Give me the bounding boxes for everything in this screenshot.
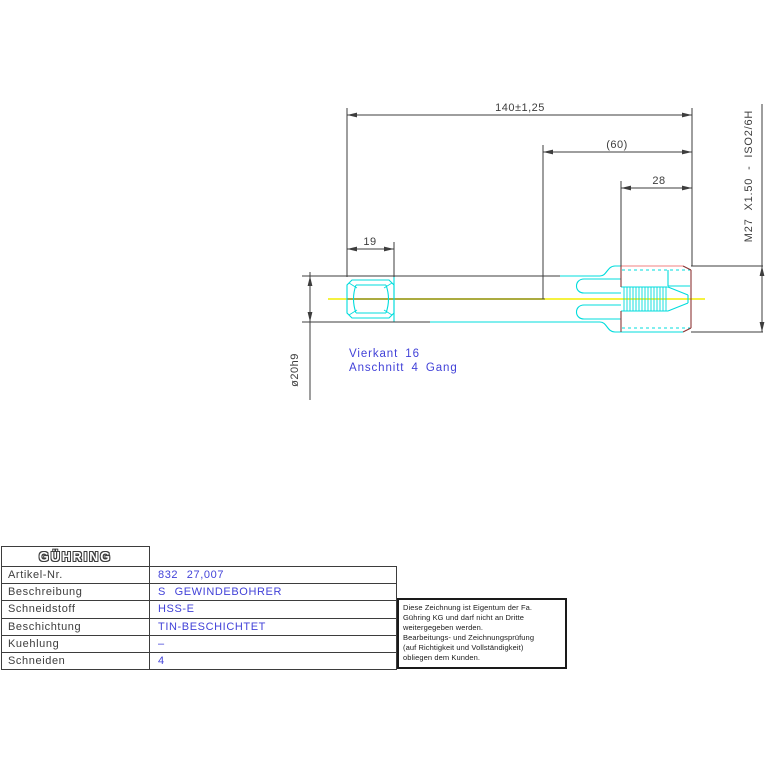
- notice-line: weitergegeben werden.: [403, 622, 484, 632]
- row-value: TIN-BESCHICHTET: [158, 620, 266, 633]
- row-value: 4: [158, 654, 165, 667]
- row-value: 832 27,007: [158, 569, 225, 582]
- table-row: [2, 601, 396, 618]
- table-row: [2, 567, 396, 584]
- row-label: Beschichtung: [2, 619, 150, 635]
- dim-thread-length: 28: [652, 175, 666, 187]
- notice-line: Diese Zeichnung ist Eigentum der Fa.: [403, 603, 533, 612]
- annotation-chamfer: Anschnitt 4 Gang: [349, 362, 458, 374]
- notice-line: Gühring KG und darf nicht an Dritte: [403, 612, 525, 622]
- dim-square-length: 19: [363, 236, 377, 248]
- ownership-notice: [397, 598, 567, 669]
- guehring-logo: GÜHRING: [38, 549, 113, 564]
- notice-line: Bearbeitungs- und Zeichnungsprüfung: [403, 632, 535, 642]
- row-value: –: [158, 637, 165, 650]
- dim-total-length: 140±1,25: [495, 102, 545, 114]
- thread-hatching: [624, 287, 666, 311]
- table-row: [2, 653, 396, 669]
- dim-shank-diameter: ø20h9: [289, 353, 301, 387]
- thread-section: [621, 270, 690, 332]
- row-label: Schneidstoff: [2, 601, 150, 617]
- row-label: Schneiden: [2, 653, 150, 669]
- notice-line: (auf Richtigkeit und Vollständigkeit): [403, 642, 524, 652]
- dim-ref-length: (60): [606, 139, 628, 151]
- table-row: [2, 584, 396, 601]
- annotation-square: Vierkant 16: [349, 348, 420, 360]
- row-label: Artikel-Nr.: [2, 567, 150, 583]
- dim-thread-spec: M27 X1.50 - ISO2/6H: [743, 109, 755, 243]
- brand-cell: [1, 546, 150, 566]
- row-value: HSS-E: [158, 603, 195, 616]
- row-value: S GEWINDEBOHRER: [158, 586, 283, 599]
- notice-line: obliegen dem Kunden.: [403, 652, 481, 662]
- table-row: [2, 636, 396, 653]
- row-label: Kuehlung: [2, 636, 150, 652]
- table-row: [2, 619, 396, 636]
- spec-table: [1, 546, 397, 670]
- spec-rows: [1, 566, 397, 670]
- row-label: Beschreibung: [2, 584, 150, 600]
